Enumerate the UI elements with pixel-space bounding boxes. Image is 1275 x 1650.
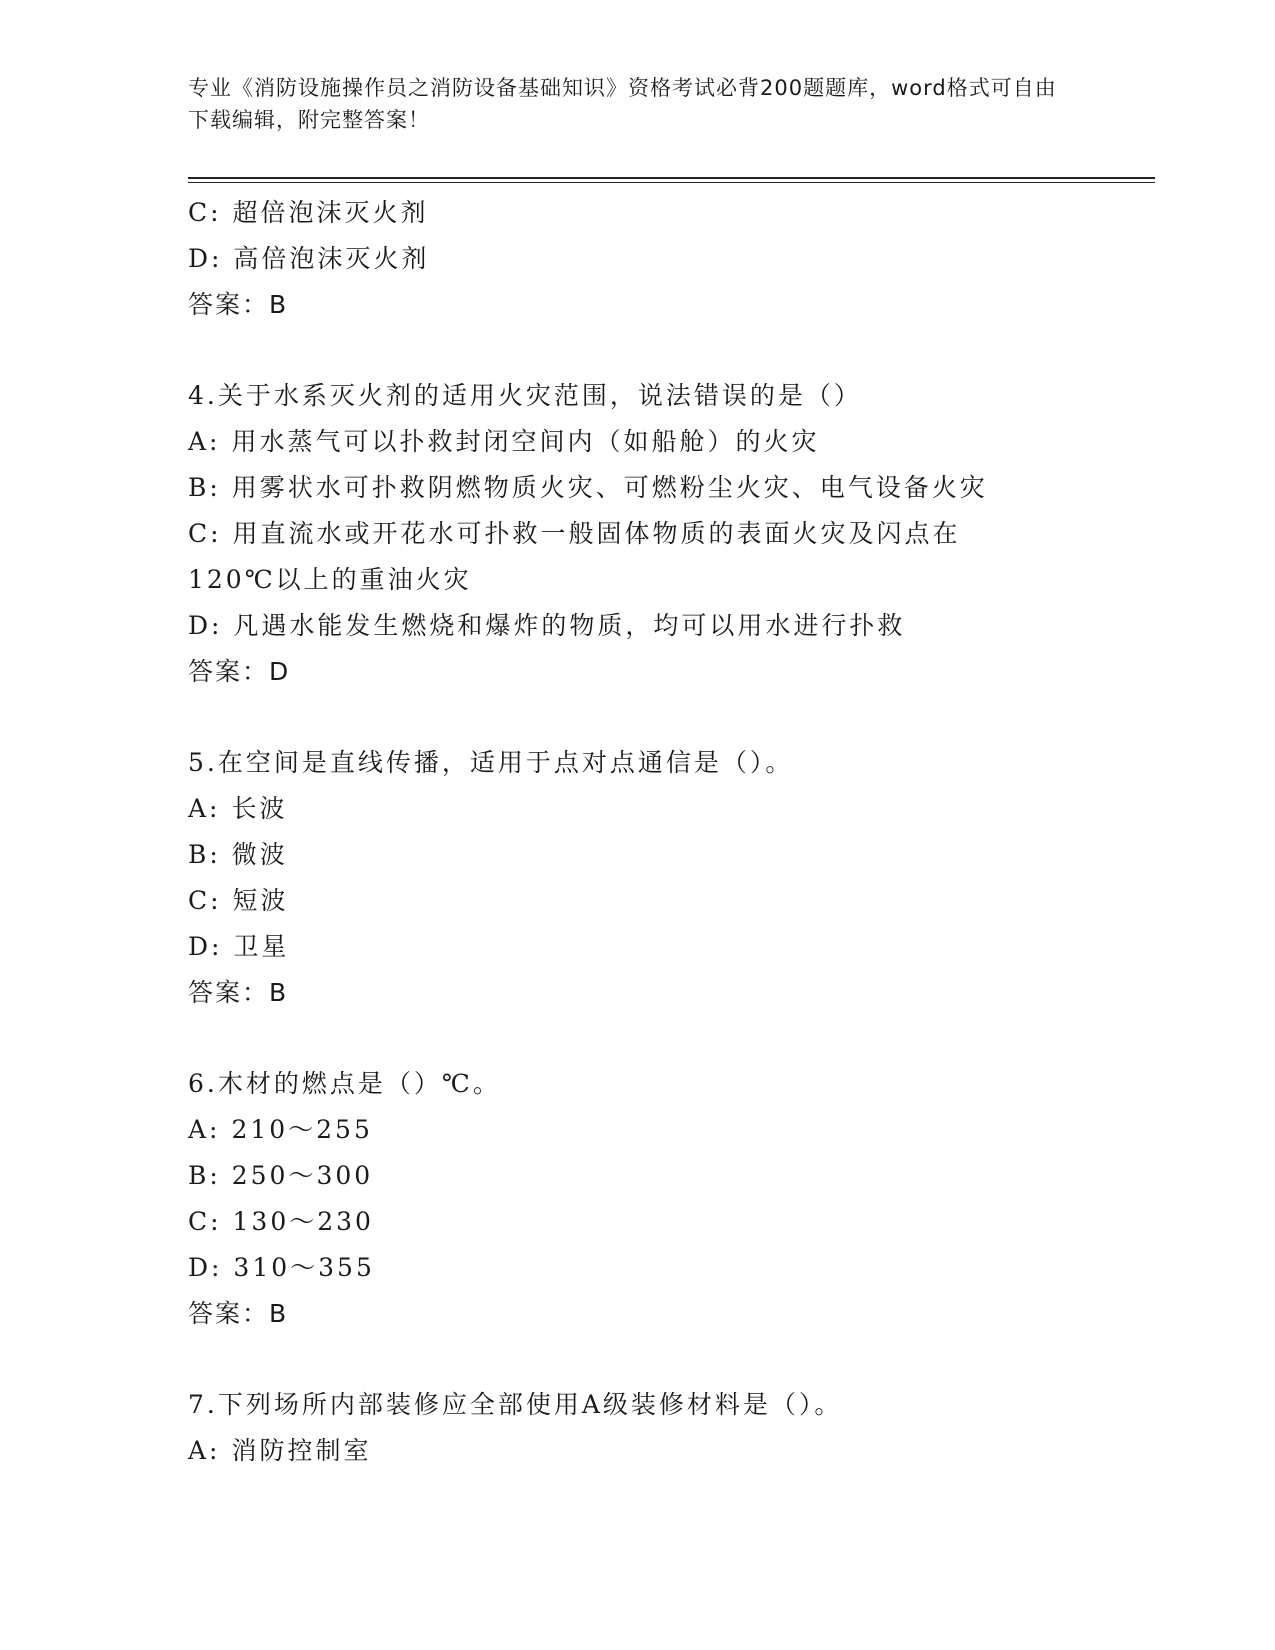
question-list — [188, 190, 1088, 1474]
option-label: A: — [188, 1436, 221, 1465]
option-label: C: — [188, 1207, 222, 1236]
option-label: D: — [188, 611, 223, 640]
option-a — [188, 419, 1088, 465]
option-label: D: — [188, 244, 223, 273]
option-c — [188, 1199, 1088, 1245]
answer: 答案：B — [188, 1299, 289, 1328]
option-text: 消防控制室 — [231, 1436, 372, 1465]
option-b — [188, 832, 1088, 878]
question-stem: 7.下列场所内部装修应全部使用A级装修材料是（）。 — [188, 1390, 843, 1419]
option-text: 凡遇水能发生燃烧和爆炸的物质，均可以用水进行扑救 — [233, 611, 906, 640]
header-rule-thick — [188, 177, 1155, 179]
option-label: C: — [188, 198, 222, 227]
option-a — [188, 1107, 1088, 1153]
option-text: 用水蒸气可以扑救封闭空间内（如船舱）的火灾 — [231, 427, 820, 456]
option-text: 用直流水或开花水可扑救一般固体物质的表面火灾及闪点在120℃以上的重油火灾 — [188, 519, 961, 594]
question-stem: 6.木材的燃点是（）℃。 — [188, 1069, 501, 1098]
document-title: 专业《消防设施操作员之消防设备基础知识》资格考试必背200题题库，word格式可自由下载编辑，附完整答案！ — [188, 76, 1057, 132]
option-label: C: — [188, 519, 222, 548]
option-label: A: — [188, 794, 221, 823]
option-text: 250～300 — [231, 1161, 374, 1190]
option-text: 高倍泡沫灭火剂 — [233, 244, 430, 273]
option-label: A: — [188, 427, 221, 456]
option-label: B: — [188, 473, 221, 502]
option-text: 310～355 — [233, 1253, 375, 1282]
option-label: D: — [188, 932, 223, 961]
option-c — [188, 190, 1088, 236]
option-b — [188, 1153, 1088, 1199]
option-label: D: — [188, 1253, 223, 1282]
option-text: 卫星 — [233, 932, 290, 961]
document-header — [188, 72, 1068, 136]
option-c — [188, 878, 1088, 924]
option-d — [188, 603, 1088, 649]
option-text: 微波 — [231, 840, 288, 869]
option-label: B: — [188, 840, 221, 869]
option-text: 超倍泡沫灭火剂 — [232, 198, 429, 227]
option-a — [188, 786, 1088, 832]
option-d — [188, 236, 1088, 282]
header-rule-thin — [188, 182, 1155, 183]
answer: 答案：D — [188, 657, 291, 686]
question-stem: 5.在空间是直线传播，适用于点对点通信是（）。 — [188, 748, 794, 777]
option-d — [188, 924, 1088, 970]
option-text: 用雾状水可扑救阴燃物质火灾、可燃粉尘火灾、电气设备火灾 — [231, 473, 988, 502]
option-label: B: — [188, 1161, 221, 1190]
option-d — [188, 1245, 1088, 1291]
option-text: 短波 — [232, 886, 289, 915]
option-label: A: — [188, 1115, 221, 1144]
option-c — [188, 511, 1048, 603]
question-stem: 4.关于水系灭火剂的适用火灾范围，说法错误的是（） — [188, 381, 862, 410]
option-b — [188, 465, 1088, 511]
answer: 答案：B — [188, 290, 289, 319]
option-text: 210～255 — [231, 1115, 373, 1144]
option-label: C: — [188, 886, 222, 915]
option-text: 长波 — [231, 794, 288, 823]
option-a — [188, 1428, 1088, 1474]
answer: 答案：B — [188, 978, 289, 1007]
option-text: 130～230 — [232, 1207, 374, 1236]
